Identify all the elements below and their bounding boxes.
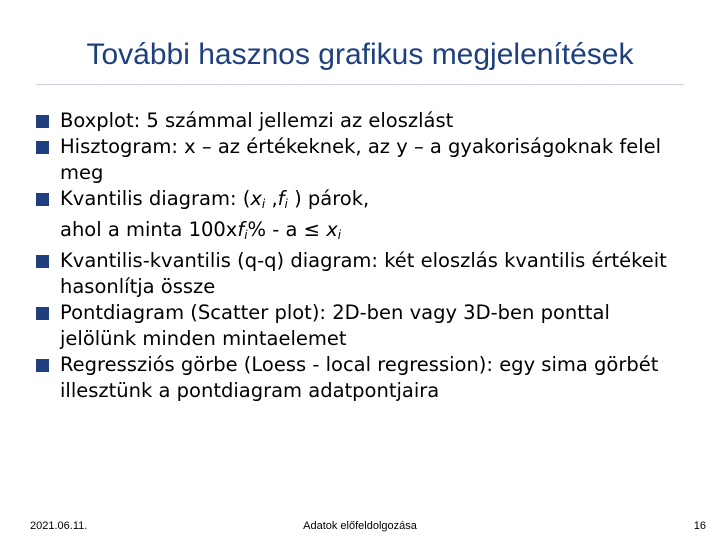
page-number: 16 (693, 520, 706, 532)
square-bullet-icon (36, 359, 49, 372)
bullet-text: Kvantilis diagram: ($x_i$ $,f_i$ ) párok, ahol a minta $100xf_i\% - a \le x_i$ (60, 187, 370, 242)
bullet-item-qq (36, 248, 676, 300)
square-bullet-icon (36, 141, 49, 154)
bullet-item-scatter (36, 300, 676, 352)
bullet-text: Hisztogram: x – az értékeknek, az y – a gyakoriságoknak felel meg (60, 135, 662, 184)
footer-date: 2021.06.11. (30, 520, 88, 532)
bullet-text: Kvantilis-kvantilis (q-q) diagram: két eloszlás kvantilis értékeit hasonlítja össze (60, 249, 667, 298)
bullet-item-regression (36, 352, 676, 404)
square-bullet-icon (36, 193, 49, 206)
title-divider (36, 84, 684, 85)
slide-title: További hasznos grafikus megjelenítések (86, 38, 634, 71)
square-bullet-icon (36, 115, 49, 128)
square-bullet-icon (36, 307, 49, 320)
footer-title: Adatok előfeldolgozása (303, 520, 417, 532)
bullet-list (36, 108, 676, 404)
bullet-text: Regressziós görbe (Loess - local regression): egy sima görbét illesztünk a pontdiagram adatpontjaira (60, 353, 659, 402)
square-bullet-icon (36, 255, 49, 268)
bullet-text: Pontdiagram (Scatter plot): 2D-ben vagy 3D-ben ponttal jelölünk minden mintaelemet (60, 301, 610, 350)
bullet-text: Boxplot: 5 számmal jellemzi az eloszlást (60, 109, 454, 132)
bullet-item-histogram (36, 134, 676, 186)
bullet-item-boxplot (36, 108, 676, 134)
bullet-item-quantile (36, 186, 676, 248)
